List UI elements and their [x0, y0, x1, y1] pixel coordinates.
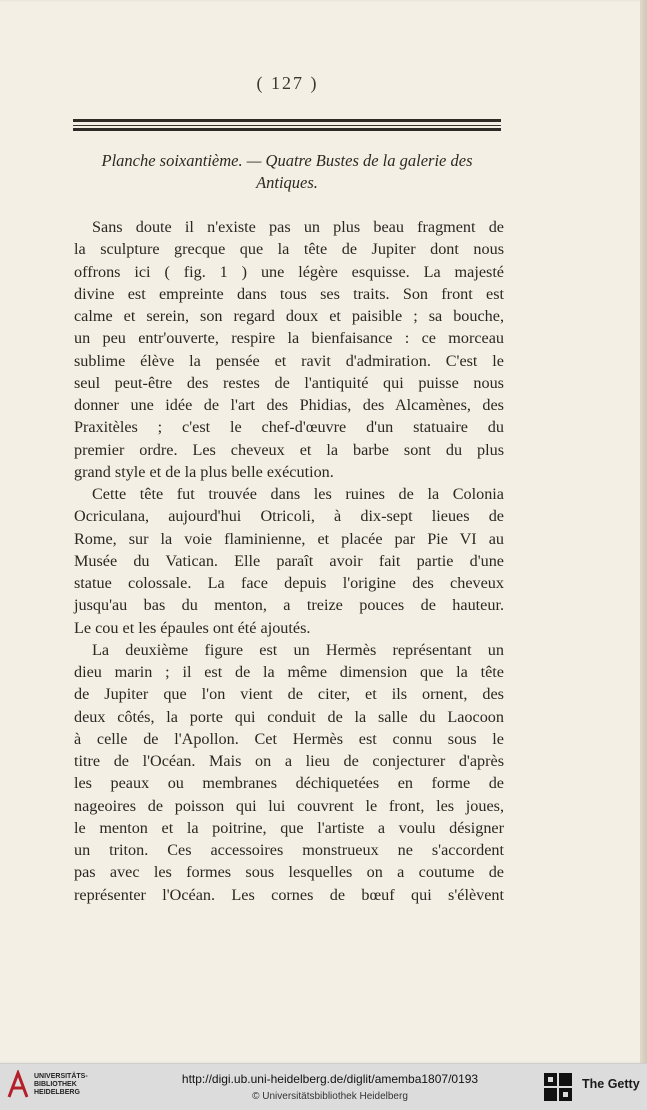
page-edge-shadow [640, 0, 647, 1063]
heading-line-1: Planche soixantième. — Quatre Bustes de la galerie des [101, 151, 473, 170]
body-text [74, 216, 504, 906]
body-line: offrons ici ( fig. 1 ) une légère esquisse. La majesté [74, 262, 504, 281]
university-library-logo-icon[interactable] [6, 1070, 30, 1100]
body-line: deux côtés, la porte qui conduit de la salle du Laocoon [74, 707, 504, 726]
header-rule-thick-bottom [73, 128, 501, 131]
header-rule-thick-top [73, 119, 501, 122]
body-line: seul peut-être des restes de l'antiquité qui puisse nous [74, 373, 504, 392]
body-line: Praxitèles ; c'est le chef-d'œuvre d'un statuaire du [74, 418, 504, 437]
body-line: représenter l'Océan. Les cornes de bœuf qui s'élèvent [74, 885, 504, 904]
body-line: le menton et la poitrine, que l'artiste a voulu désigner [74, 818, 504, 837]
body-line: Cette tête fut trouvée dans les ruines de la Colonia [92, 485, 504, 503]
header-rule-thin [73, 125, 501, 126]
heading-line-2: Antiques. [256, 173, 318, 192]
body-line: donner une idée de l'art des Phidias, des Alcamènes, des [74, 396, 504, 414]
body-line: grand style et de la plus belle exécution. [74, 462, 334, 481]
body-line: les peaux ou membranes déchiquetées en forme de [74, 774, 504, 793]
page-number: ( 127 ) [256, 73, 319, 93]
body-line: dieu marin ; il est de la même dimension que la tête [74, 663, 504, 681]
viewer-footer [0, 1063, 647, 1110]
plate-heading [70, 150, 504, 194]
body-line: Sans doute il n'existe pas un plus beau fragment de [92, 218, 504, 236]
getty-logo-icon[interactable] [544, 1073, 572, 1101]
body-line: un triton. Ces accessoires monstrueux ne s'accordent [74, 841, 504, 859]
body-line: un peu entr'ouverte, respire la bienfaisance : ce morceau [74, 329, 504, 348]
body-line: de Jupiter que l'on vient de citer, et ils ornent, des [74, 685, 504, 704]
body-line: premier ordre. Les cheveux et la barbe sont du plus [74, 440, 504, 459]
body-line: Musée du Vatican. Elle paraît avoir fait partie d'une [74, 551, 504, 570]
body-line: jusqu'au bas du menton, a treize pouces de hauteur. [74, 596, 504, 615]
body-line: Ocriculana, aujourd'hui Otricoli, à dix-sept lieues de [74, 507, 504, 526]
body-line: Rome, sur la voie flaminienne, et placée par Pie VI au [74, 529, 504, 548]
body-line: pas avec les formes sous lesquelles on a coutume de [74, 863, 504, 882]
body-line: titre de l'Océan. Mais on a lieu de conjecturer d'après [74, 752, 504, 770]
body-line: statue colossale. La face depuis l'origine des cheveux [74, 574, 504, 592]
body-line: la sculpture grecque que la tête de Jupiter dont nous [74, 240, 504, 259]
body-line: calme et serein, son regard doux et paisible ; sa bouche, [74, 307, 504, 325]
getty-partner-name[interactable]: The Getty [582, 1077, 640, 1091]
copyright-notice: © Universitätsbibliothek Heidelberg [252, 1091, 408, 1102]
permalink-url[interactable]: http://digi.ub.uni-heidelberg.de/diglit/amemba1807/0193 [181, 1072, 479, 1086]
body-line: divine est empreinte dans tous ses traits. Son front est [74, 284, 504, 303]
body-line: nageoires de poisson qui lui couvrent le front, les joues, [74, 796, 504, 815]
body-line: Le cou et les épaules ont été ajoutés. [74, 618, 311, 637]
body-line: à celle de l'Apollon. Cet Hermès est connu sous le [74, 729, 504, 748]
body-line: La deuxième figure est un Hermès représentant un [92, 640, 504, 659]
body-line: sublime élève la pensée et ravit d'admiration. C'est le [74, 351, 504, 370]
university-library-name[interactable]: UNIVERSITÄTS- BIBLIOTHEK HEIDELBERG [34, 1073, 88, 1096]
